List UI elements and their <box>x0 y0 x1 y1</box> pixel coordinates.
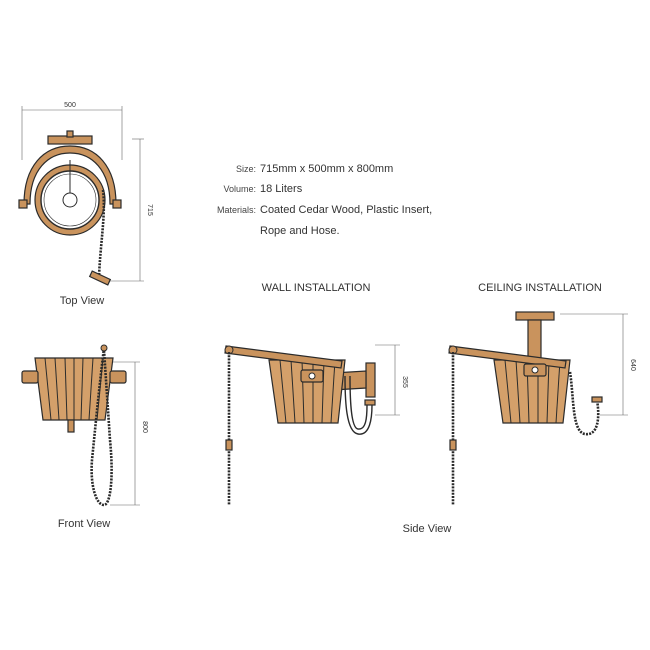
specs-block <box>217 163 432 237</box>
top-width-dimension: 500 <box>64 102 76 109</box>
wall-installation-drawing <box>225 282 408 505</box>
front-height-dimension: 800 <box>141 421 148 433</box>
size-value: 715mm x 500mm x 800mm <box>260 163 394 175</box>
ceiling-installation-drawing <box>449 282 636 505</box>
front-view-title: Front View <box>57 518 111 530</box>
volume-key: Volume: <box>223 184 256 194</box>
materials-value-line1: Coated Cedar Wood, Plastic Insert, <box>260 204 433 216</box>
materials-value-line2: Rope and Hose. <box>260 225 340 237</box>
size-key: Size: <box>235 164 256 174</box>
wall-height-dimension: 355 <box>401 376 408 388</box>
wall-installation-title: WALL INSTALLATION <box>261 282 371 294</box>
top-view-drawing <box>19 102 153 307</box>
top-depth-dimension: 715 <box>146 204 153 216</box>
materials-key: Materials: <box>216 205 256 215</box>
side-view-title: Side View <box>402 523 452 535</box>
ceiling-installation-title: CEILING INSTALLATION <box>478 282 602 294</box>
top-view-title: Top View <box>59 295 105 307</box>
ceiling-height-dimension: 640 <box>629 359 636 371</box>
volume-value: 18 Liters <box>260 183 303 195</box>
front-view-drawing <box>22 345 148 530</box>
